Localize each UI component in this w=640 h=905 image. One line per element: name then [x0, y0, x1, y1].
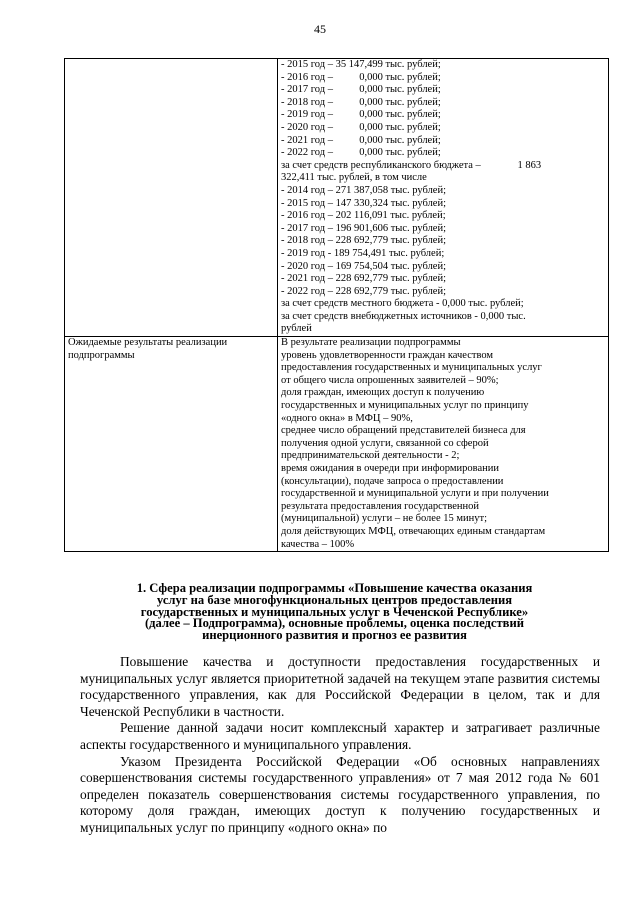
- funding-line: - 2022 год – 0,000 тыс. рублей;: [281, 147, 441, 159]
- section-heading-line: (далее – Подпрограмма), основные проблемы, оценка последствий: [144, 616, 524, 631]
- result-line: государственной и муниципальной услуги и при получении: [281, 488, 549, 500]
- result-line: результата предоставления государственной: [281, 500, 480, 512]
- funding-line: - 2015 год – 147 330,324 тыс. рублей;: [281, 197, 447, 209]
- section-heading-line: инерционного развития и прогноз ее развития: [202, 628, 467, 643]
- result-line: (муниципальной) услуги – не более 15 минут;: [281, 513, 488, 525]
- funding-line: - 2021 год – 228 692,779 тыс. рублей;: [281, 273, 447, 285]
- funding-line: - 2018 год – 0,000 тыс. рублей;: [281, 96, 441, 108]
- funding-line: за счет средств местного бюджета - 0,000 тыс. рублей;: [281, 298, 524, 310]
- result-line: «одного окна» в МФЦ – 90%,: [281, 412, 413, 424]
- funding-line: за счет средств внебюджетных источников - 0,000 тыс.: [281, 310, 526, 322]
- funding-line: - 2016 год – 202 116,091 тыс. рублей;: [281, 210, 446, 222]
- funding-line: - 2018 год – 228 692,779 тыс. рублей;: [281, 235, 447, 247]
- result-line: среднее число обращений представителей бизнеса для: [281, 425, 526, 437]
- result-line: доля граждан, имеющих доступ к получению: [281, 387, 485, 399]
- section-heading-line: услуг на базе многофункциональных центров предоставления: [156, 592, 513, 607]
- section-heading-line: 1. Сфера реализации подпрограммы «Повышение качества оказания: [136, 581, 533, 595]
- result-line: время ожидания в очереди при информировании: [281, 463, 499, 474]
- funding-line: рублей: [281, 323, 312, 335]
- funding-line: 322,411 тыс. рублей, в том числе: [281, 172, 427, 184]
- body-text: [80, 654, 600, 837]
- funding-line: - 2014 год – 271 387,058 тыс. рублей;: [281, 184, 447, 196]
- funding-line: - 2017 год – 0,000 тыс. рублей;: [281, 84, 441, 96]
- result-line: качества – 100%: [281, 538, 355, 550]
- result-line: предоставления государственных и муниципальных услуг: [281, 362, 542, 374]
- table-row-funding: [65, 59, 609, 337]
- paragraph: Решение данной задачи носит комплексный характер и затрагивает различные аспекты государственного и муниципального управления.: [80, 720, 600, 752]
- funding-line: - 2021 год – 0,000 тыс. рублей;: [281, 134, 441, 146]
- funding-line: - 2019 год - 189 754,491 тыс. рублей;: [281, 247, 445, 259]
- table-cell-expected-results-values: [278, 337, 609, 552]
- funding-line: за счет средств республиканского бюджета – 1 863: [281, 159, 542, 171]
- section-heading-line: государственных и муниципальных услуг в Чеченской Республике»: [140, 604, 529, 619]
- result-line: уровень удовлетворенности граждан качеством: [281, 349, 494, 361]
- result-line: В результате реализации подпрограммы: [281, 337, 461, 349]
- result-line: доля действующих МФЦ, отвечающих единым стандартам: [281, 525, 546, 537]
- funding-line: - 2016 год – 0,000 тыс. рублей;: [281, 71, 441, 83]
- paragraph: Повышение качества и доступности предоставления государственных и муниципальных услуг является приоритетной задачей на текущем этапе развития системы государственного управления, как для Российской Федерации в целом, так и для Чеченской Республики в частности.: [80, 654, 600, 719]
- table-cell-expected-results-label: Ожидаемые результаты реализации подпрограммы: [65, 337, 278, 552]
- table-cell-funding-label: [65, 59, 278, 337]
- funding-line: - 2015 год – 35 147,499 тыс. рублей;: [281, 59, 441, 70]
- funding-line: - 2020 год – 0,000 тыс. рублей;: [281, 121, 441, 133]
- section-heading: [72, 583, 597, 642]
- paragraph: Указом Президента Российской Федерации «Об основных направлениях совершенствования системы государственного управления» от 7 мая 2012 года № 601 определен показатель совершенствования системы государственного управления, по которому доля граждан, имеющих доступ к получению государственных и муниципальных услуг по принципу «одного окна» по: [80, 753, 600, 835]
- table-row-expected-results: [65, 337, 609, 552]
- result-line: предпринимательской деятельности - 2;: [281, 450, 460, 462]
- page-number: 45: [314, 22, 326, 36]
- result-line: государственных и муниципальных услуг по принципу: [281, 400, 529, 412]
- result-line: от общего числа опрошенных заявителей – 90%;: [281, 374, 499, 386]
- funding-line: - 2019 год – 0,000 тыс. рублей;: [281, 109, 441, 121]
- funding-line: - 2022 год – 228 692,779 тыс. рублей;: [281, 285, 447, 297]
- result-line: получения одной услуги, связанной со сферой: [281, 437, 489, 449]
- result-line: (консультации), подаче запроса о предоставлении: [281, 475, 504, 487]
- funding-line: - 2020 год – 169 754,504 тыс. рублей;: [281, 260, 447, 272]
- subprogram-passport-table: [64, 58, 609, 552]
- funding-line: - 2017 год – 196 901,606 тыс. рублей;: [281, 222, 447, 234]
- table-cell-funding-values: [278, 59, 609, 337]
